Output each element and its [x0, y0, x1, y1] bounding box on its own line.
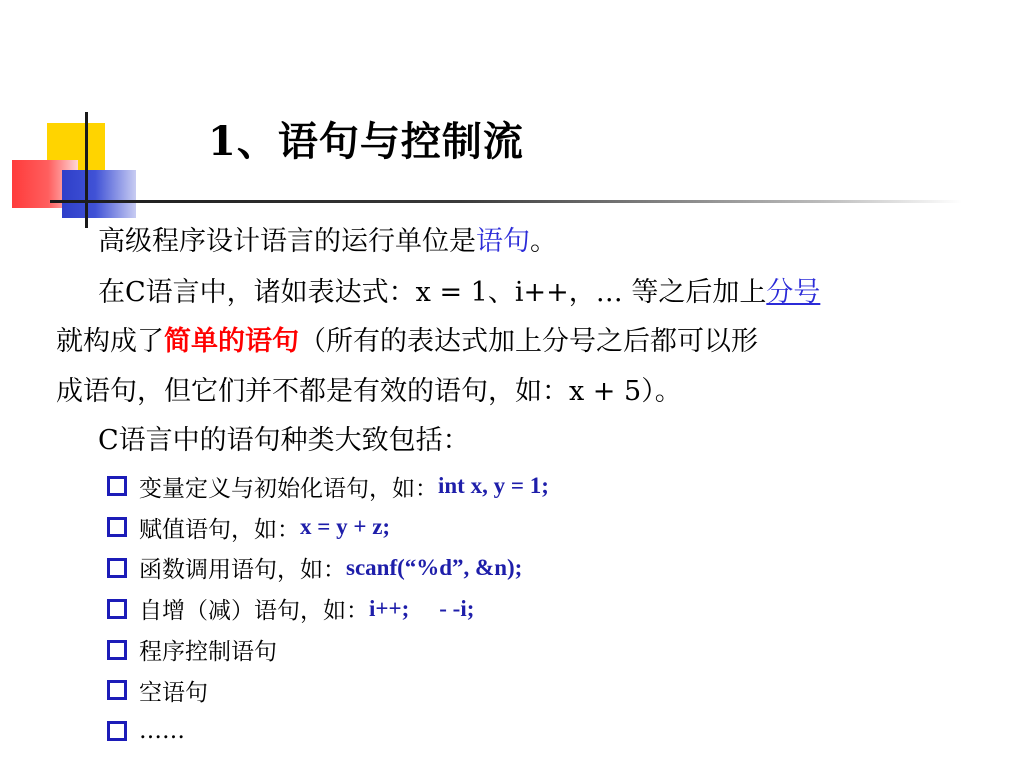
list-item	[107, 711, 549, 752]
list-item	[107, 588, 549, 629]
bullet-code-2: - -i;	[439, 595, 475, 621]
list-item	[107, 670, 549, 711]
list-item	[107, 507, 549, 548]
paragraph-2-line-3: 成语句，但它们并不都是有效的语句，如：x + 5）。	[56, 376, 682, 407]
semicolon-link[interactable]: 分号	[766, 277, 821, 308]
bullet-code: x = y + z;	[300, 514, 391, 540]
blue-square-shape	[62, 170, 136, 218]
p2-red-emphasis: 简单的语句	[164, 326, 299, 357]
paragraph-3: C语言中的语句种类大致包括：	[98, 425, 470, 456]
paragraph-2-line-2	[56, 318, 976, 366]
bullet-label: 空语句	[139, 679, 208, 706]
bullet-label: 函数调用语句，如：	[139, 557, 346, 584]
p2-line1-text: 在C语言中，诸如表达式：x = 1、i++，… 等之后加上	[98, 277, 767, 308]
bullet-label: 赋值语句，如：	[139, 516, 300, 543]
paragraph-1	[56, 218, 1018, 266]
bullet-label: 程序控制语句	[139, 639, 277, 666]
square-bullet-icon	[107, 599, 127, 619]
bullet-label: 变量定义与初始化语句，如：	[139, 475, 438, 502]
bullet-label: ……	[139, 718, 185, 745]
paragraph-2-line-1	[56, 269, 1018, 317]
bullet-code: int x, y = 1;	[438, 473, 549, 499]
slide-title: 1、语句与控制流	[208, 118, 524, 165]
vertical-rule	[85, 112, 88, 228]
p2-line2-text: 就构成了	[56, 326, 164, 357]
square-bullet-icon	[107, 721, 127, 741]
square-bullet-icon	[107, 680, 127, 700]
p1-end: 。	[530, 226, 557, 257]
list-item	[107, 629, 549, 670]
square-bullet-icon	[107, 558, 127, 578]
p1-highlight: 语句	[476, 226, 530, 257]
bullet-code: i++;	[369, 595, 410, 621]
bullet-label: 自增（减）语句，如：	[139, 598, 369, 625]
list-item	[107, 466, 549, 507]
p2-line2-rest: （所有的表达式加上分号之后都可以形	[299, 326, 758, 357]
square-bullet-icon	[107, 476, 127, 496]
statement-types-list	[107, 466, 549, 752]
square-bullet-icon	[107, 517, 127, 537]
square-bullet-icon	[107, 640, 127, 660]
title-underline-rule	[50, 200, 962, 203]
list-item	[107, 548, 549, 589]
p1-text: 高级程序设计语言的运行单位是	[98, 226, 476, 257]
bullet-code: scanf(“%d”, &n);	[346, 554, 523, 580]
